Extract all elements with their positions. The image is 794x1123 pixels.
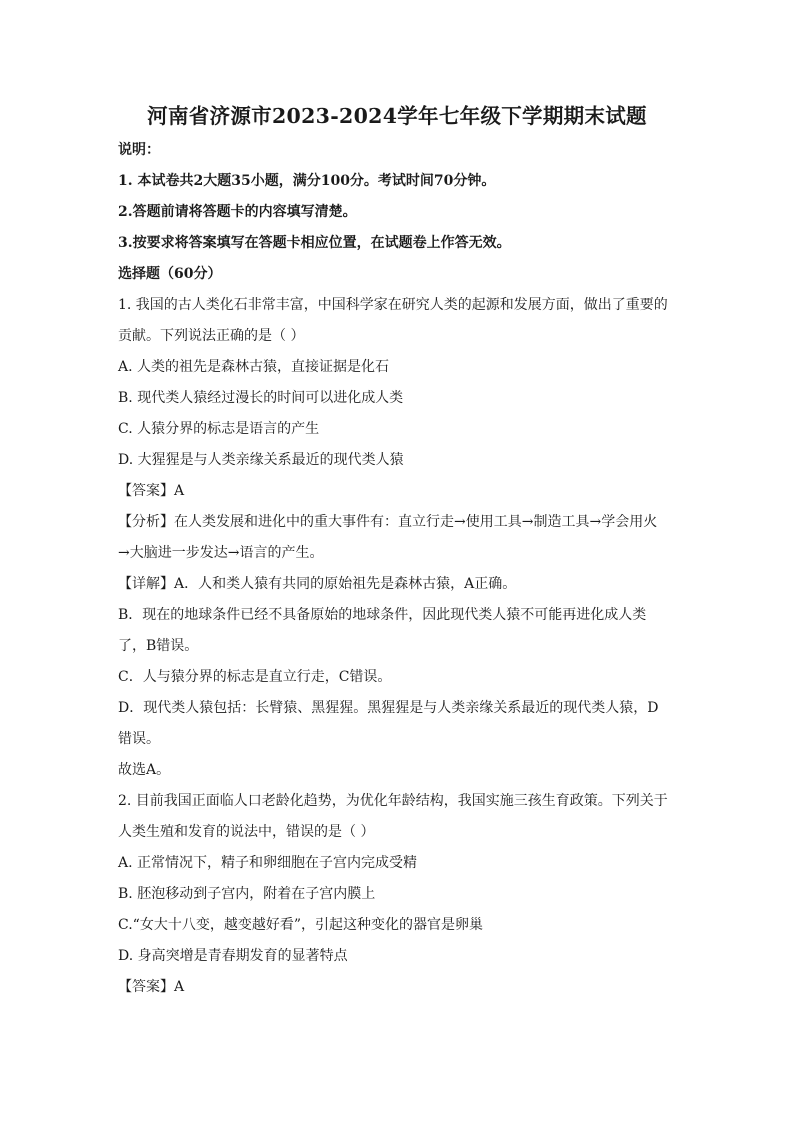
question-stem-line: 人类生殖和发育的说法中，错误的是（ ） [118,824,375,840]
detail-line: 错误。 [118,731,160,747]
answer: 【答案】A [118,483,185,499]
section-heading: 选择题（60分） [118,266,222,282]
document-title: 河南省济源市2023-2024学年七年级下学期期末试题 [147,104,647,128]
detail-line: 了，B错误。 [118,638,199,654]
option-c: C. 人猿分界的标志是语言的产生 [118,421,320,437]
detail-line: D．现代类人猿包括：长臂猿、黑猩猩。黑猩猩是与人类亲缘关系最近的现代类人猿，D [118,700,659,716]
question-1 [118,290,676,786]
option-a: A. 人类的祖先是森林古猿，直接证据是化石 [118,359,390,375]
analysis-line: 【分析】在人类发展和进化中的重大事件有：直立行走→使用工具→制造工具→学会用火 [118,514,658,530]
question-2 [118,786,676,1003]
question-stem-line: 1. 我国的古人类化石非常丰富，中国科学家在研究人类的起源和发展方面，做出了重要的 [118,297,668,313]
answer: 【答案】A [118,979,185,995]
detail-line: 故选A。 [118,762,171,778]
option-d: D. 身高突增是青春期发育的显著特点 [118,948,348,964]
analysis-line: →大脑进一步发达→语言的产生。 [118,545,324,561]
instruction-item: 2.答题前请将答题卡的内容填写清楚。 [118,204,357,220]
instructions-heading: 说明： [118,142,160,158]
option-c: C.“女大十八变，越变越好看”，引起这种变化的器官是卵巢 [118,917,483,933]
option-b: B. 胚泡移动到子宫内，附着在子宫内膜上 [118,886,376,902]
instruction-item: 3.按要求将答案填写在答题卡相应位置，在试题卷上作答无效。 [118,235,511,251]
detail-line: 【详解】A．人和类人猿有共同的原始祖先是森林古猿，A正确。 [118,576,517,592]
instruction-item: 1. 本试卷共2大题35小题，满分100分。考试时间70分钟。 [118,173,496,189]
option-d: D. 大猩猩是与人类亲缘关系最近的现代类人猿 [118,452,404,468]
detail-line: C．人与猿分界的标志是直立行走，C错误。 [118,669,392,685]
option-b: B. 现代类人猿经过漫长的时间可以进化成人类 [118,390,404,406]
option-a: A. 正常情况下，精子和卵细胞在子宫内完成受精 [118,855,418,871]
question-stem-line: 贡献。下列说法正确的是（ ） [118,328,305,344]
instructions [118,135,676,259]
detail-line: B．现在的地球条件已经不具备原始的地球条件，因此现代类人猿不可能再进化成人类 [118,607,647,623]
question-stem-line: 2. 目前我国正面临人口老龄化趋势，为优化年龄结构，我国实施三孩生育政策。下列关于 [118,793,668,809]
